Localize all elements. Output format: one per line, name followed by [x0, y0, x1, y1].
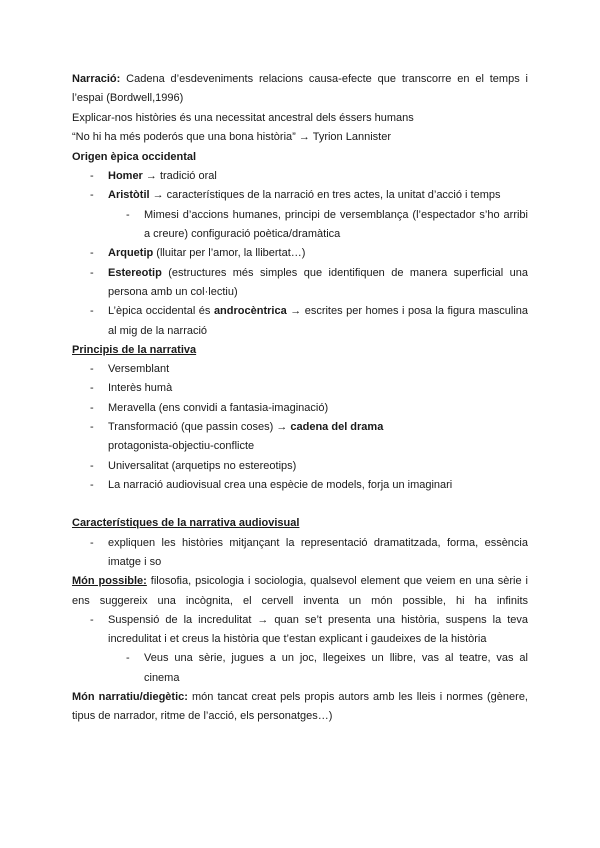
list-item-arquetip — [108, 246, 528, 260]
estereotip-term: Estereotip — [108, 267, 162, 279]
mon-narratiu-line2: tipus de narrador, ritme de l’acció, els personatges…) — [72, 710, 333, 722]
bullet-dash: - — [90, 537, 94, 549]
mon-possible-line1 — [72, 574, 528, 588]
estereotip-text: (estructures més simples que identifiquen de manera superficial una — [161, 267, 528, 279]
principis-heading: Principis de la narrativa — [72, 344, 197, 356]
list-item-versemblant: Versemblant — [108, 363, 170, 375]
mon-possible-line2: ens suggereix una incògnita, el cervell inventa un món possible, hi ha infinits — [72, 595, 528, 607]
bullet-dash: - — [90, 382, 94, 394]
list-item-transformacio — [108, 420, 528, 434]
homer-text: → tradició oral — [142, 170, 217, 182]
mon-possible-term: Món possible: — [72, 575, 147, 587]
bullet-dash: - — [90, 189, 94, 201]
mon-narratiu-line1 — [72, 690, 528, 704]
bullet-dash: - — [90, 363, 94, 375]
list-item-mimesi-line1: Mimesi d’accions humanes, principi de versemblança (l’espectador s’ho arribi — [144, 209, 528, 221]
bullet-dash: - — [90, 247, 94, 259]
origen-heading: Origen èpica occidental — [72, 151, 197, 163]
list-item-veus-line2: cinema — [144, 672, 180, 684]
list-item-universalitat: Universalitat (arquetips no estereotips) — [108, 460, 297, 472]
aristotil-text: → característiques de la narració en tres actes, la unitat d’acció i temps — [149, 189, 501, 201]
list-item-mimesi-line2: a creure) configuració poètica/dramàtica — [144, 228, 341, 240]
list-item-epica-line2: al mig de la narració — [108, 325, 208, 337]
mon-narratiu-text: món tancat creat pels propis autors amb les lleis i normes (gènere, — [187, 691, 528, 703]
epica-term: androcèntrica — [213, 305, 287, 317]
bullet-dash: - — [90, 402, 94, 414]
intro-line1: Explicar-nos històries és una necessitat ancestral dels éssers humans — [72, 112, 414, 124]
mon-narratiu-term: Món narratiu/diegètic: — [72, 691, 188, 703]
list-item-caracteristiques-line1: expliquen les històries mitjançant la representació dramatitzada, forma, essència — [108, 537, 528, 549]
mon-possible-text: filosofia, psicologia i sociologia, qualsevol element que veiem en una sèrie i — [146, 575, 529, 587]
list-item-interes: Interès humà — [108, 382, 173, 394]
list-item-estereotip-line2: persona amb un col·lectiu) — [108, 286, 238, 298]
epica-pre: L’èpica occidental és — [108, 305, 214, 317]
transformacio-text: Transformació (que passin coses) → — [108, 421, 291, 433]
bullet-dash: - — [126, 652, 130, 664]
list-item-audiovisual: La narració audiovisual crea una espècie de models, forja un imaginari — [108, 479, 453, 491]
list-item-estereotip-line1 — [108, 266, 528, 280]
list-item-aristotil — [108, 188, 528, 202]
transformacio-term: cadena del drama — [290, 421, 384, 433]
bullet-dash: - — [126, 209, 130, 221]
narracio-definition-line1 — [72, 72, 528, 86]
bullet-dash: - — [90, 460, 94, 472]
bullet-dash: - — [90, 305, 94, 317]
list-item-suspensio-line2: incredulitat i et creus la història que t’estan explicant i gaudeixes de la història — [108, 633, 487, 645]
bullet-dash: - — [90, 479, 94, 491]
list-item-homer — [108, 169, 528, 183]
list-item-veus-line1: Veus una sèrie, jugues a un joc, llegeixes un llibre, vas al teatre, vas al — [144, 652, 528, 664]
epica-text: → escrites per homes i posa la figura masculina — [286, 305, 528, 317]
list-item-suspensio-line1: Suspensió de la incredulitat → quan se’t presenta una història, suspens la teva — [108, 614, 528, 626]
narracio-definition-line2: l’espai (Bordwell,1996) — [72, 92, 184, 104]
list-item-epica-line1 — [108, 304, 528, 318]
bullet-dash: - — [90, 614, 94, 626]
bullet-dash: - — [90, 170, 94, 182]
aristotil-term: Aristòtil — [108, 189, 150, 201]
list-item-caracteristiques-line2: imatge i so — [108, 556, 162, 568]
list-item-transformacio-line2: protagonista-objectiu-conflicte — [108, 440, 255, 452]
homer-term: Homer — [108, 170, 143, 182]
arquetip-term: Arquetip — [108, 247, 154, 259]
bullet-dash: - — [90, 267, 94, 279]
caracteristiques-heading: Característiques de la narrativa audiovisual — [72, 517, 300, 529]
arquetip-text: (lluitar per l’amor, la llibertat…) — [153, 247, 306, 259]
narracio-text: Cadena d’esdeveniments relacions causa-efecte que transcorre en el temps i — [126, 73, 528, 85]
bullet-dash: - — [90, 421, 94, 433]
narracio-term: Narració: — [72, 73, 121, 85]
intro-quote: “No hi ha més poderós que una bona història” → Tyrion Lannister — [72, 131, 391, 143]
list-item-meravella: Meravella (ens convidi a fantasia-imaginació) — [108, 402, 329, 414]
